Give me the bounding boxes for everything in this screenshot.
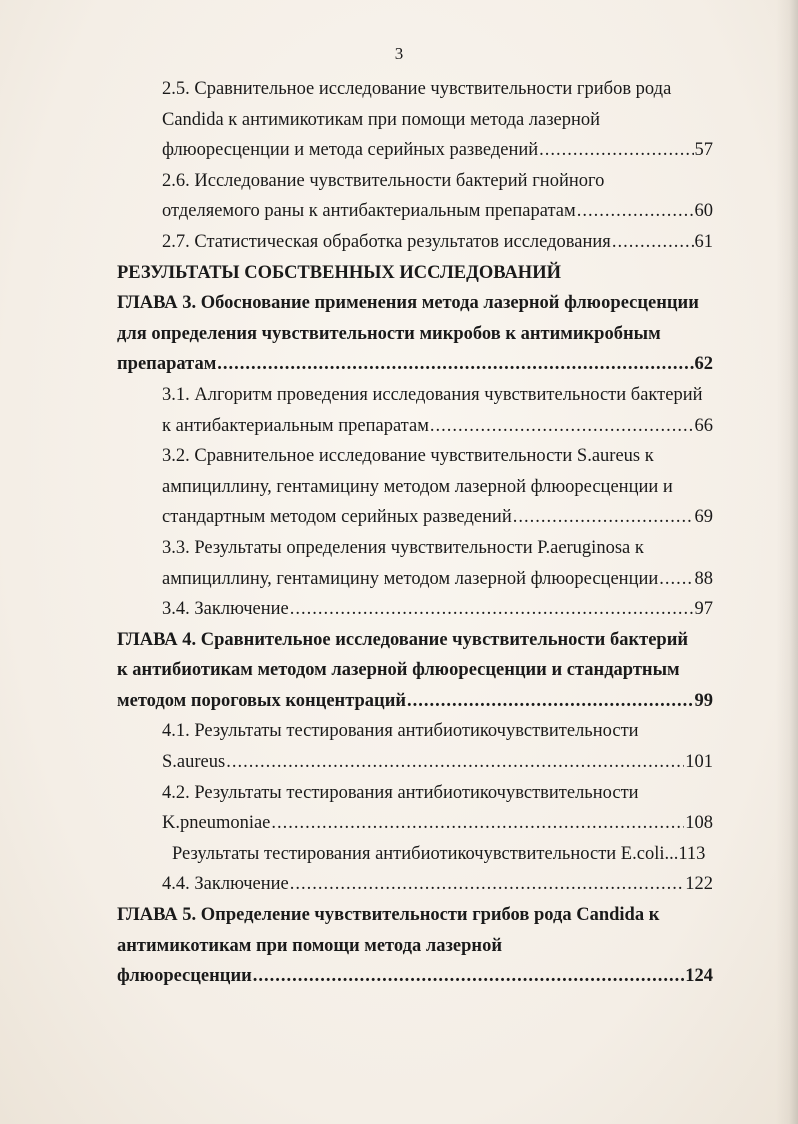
toc-chapter-entry[interactable] [0, 625, 798, 717]
toc-entry-line: Результаты тестирования антибиотикочувствительности E.coli...113 [172, 843, 706, 864]
toc-entry[interactable] [0, 441, 798, 533]
toc-entry-line: флюоресценции и метода серийных разведений [162, 140, 539, 161]
toc-entry-line: флюоресценции [117, 966, 252, 987]
toc-page-number: 61 [694, 231, 713, 252]
toc-entry[interactable] [0, 74, 798, 166]
toc-entry[interactable] [0, 778, 798, 839]
toc-entry[interactable] [0, 594, 798, 625]
toc-page-number: 124 [685, 966, 713, 987]
toc-entry-line: ГЛАВА 4. Сравнительное исследование чувствительности бактерий [117, 629, 689, 650]
toc-page-number: 108 [685, 813, 713, 834]
toc-entry-line: 4.2. Результаты тестирования антибиотикочувствительности [162, 782, 639, 803]
toc-page-number: 88 [694, 568, 713, 589]
toc-page-number: 69 [694, 507, 713, 528]
toc-page-number: 101 [685, 752, 713, 773]
dot-leader [612, 227, 694, 258]
toc-entry-line: отделяемого раны к антибактериальным препаратам [162, 201, 576, 222]
toc-entry-line: стандартным методом серийных разведений [162, 507, 512, 528]
toc-chapter-entry[interactable] [0, 900, 798, 992]
toc-page-number: 97 [694, 599, 713, 620]
toc-entry-line: к антибактериальным препаратам [162, 415, 429, 436]
toc-entry[interactable] [0, 227, 798, 258]
dot-leader [290, 869, 685, 900]
toc-entry-line: препаратам [117, 354, 217, 375]
toc-entry-line: 3.1. Алгоритм проведения исследования чувствительности бактерий [162, 384, 703, 405]
page-number: 3 [394, 44, 404, 63]
toc-entry-line: 3.4. Заключение [162, 599, 289, 620]
toc-page-number: 99 [694, 690, 713, 711]
section-title: РЕЗУЛЬТАТЫ СОБСТВЕННЫХ ИССЛЕДОВАНИЙ [117, 262, 561, 283]
dot-leader [659, 564, 693, 595]
dot-leader [271, 808, 684, 839]
dot-leader [577, 196, 694, 227]
toc-entry-line: ГЛАВА 3. Обоснование применения метода лазерной флюоресценции [117, 293, 699, 314]
toc-entry-line: ампициллину, гентамицину методом лазерной флюоресценции и [162, 476, 673, 497]
dot-leader [539, 135, 693, 166]
toc-page-number: 66 [694, 415, 713, 436]
toc-entry[interactable] [0, 166, 798, 227]
toc-entry-line: 3.2. Сравнительное исследование чувствительности S.aureus к [162, 446, 654, 467]
toc-entry[interactable] [0, 533, 798, 594]
toc-entry-line: 2.5. Сравнительное исследование чувствительности грибов рода [162, 79, 672, 99]
toc-entry-line: ГЛАВА 5. Определение чувствительности грибов рода Candida к [117, 905, 660, 926]
toc-entry-line: ампициллину, гентамицину методом лазерной флюоресценции [162, 568, 659, 589]
toc-entry-line: K.pneumoniae [162, 813, 271, 834]
toc-entry-line: антимикотикам при помощи метода лазерной [117, 935, 502, 956]
toc-chapter-entry[interactable] [0, 288, 798, 380]
dot-leader [226, 747, 684, 778]
toc-entry[interactable] [0, 716, 798, 777]
toc-entry-line: к антибиотикам методом лазерной флюоресценции и стандартным [117, 660, 680, 681]
dot-leader [253, 961, 684, 992]
toc-entry-line: Candida к антимикотикам при помощи метода лазерной [162, 109, 601, 130]
table-of-contents [0, 74, 798, 992]
dot-leader [430, 411, 694, 442]
toc-entry[interactable] [0, 839, 798, 870]
toc-entry[interactable] [0, 869, 798, 900]
toc-page-number: 57 [694, 140, 713, 161]
toc-entry-line: 3.3. Результаты определения чувствительности P.aeruginosa к [162, 537, 644, 558]
toc-entry-line: методом пороговых концентраций [117, 690, 407, 711]
toc-page-number: 122 [685, 874, 713, 895]
toc-entry-line: 4.1. Результаты тестирования антибиотикочувствительности [162, 721, 639, 742]
toc-entry-line: 4.4. Заключение [162, 874, 289, 895]
toc-page-number: 62 [694, 354, 713, 375]
dot-leader [407, 686, 693, 717]
toc-entry-line: 2.7. Статистическая обработка результатов исследования [162, 231, 611, 252]
dot-leader [513, 502, 694, 533]
toc-entry[interactable] [0, 380, 798, 441]
toc-entry-line: для определения чувствительности микробов к антимикробным [117, 323, 661, 344]
dot-leader [290, 594, 694, 625]
toc-page-number: 60 [694, 201, 713, 222]
dot-leader [217, 349, 693, 380]
toc-entry-line: S.aureus [162, 752, 226, 773]
toc-entry-line: 2.6. Исследование чувствительности бактерий гнойного [162, 170, 605, 191]
